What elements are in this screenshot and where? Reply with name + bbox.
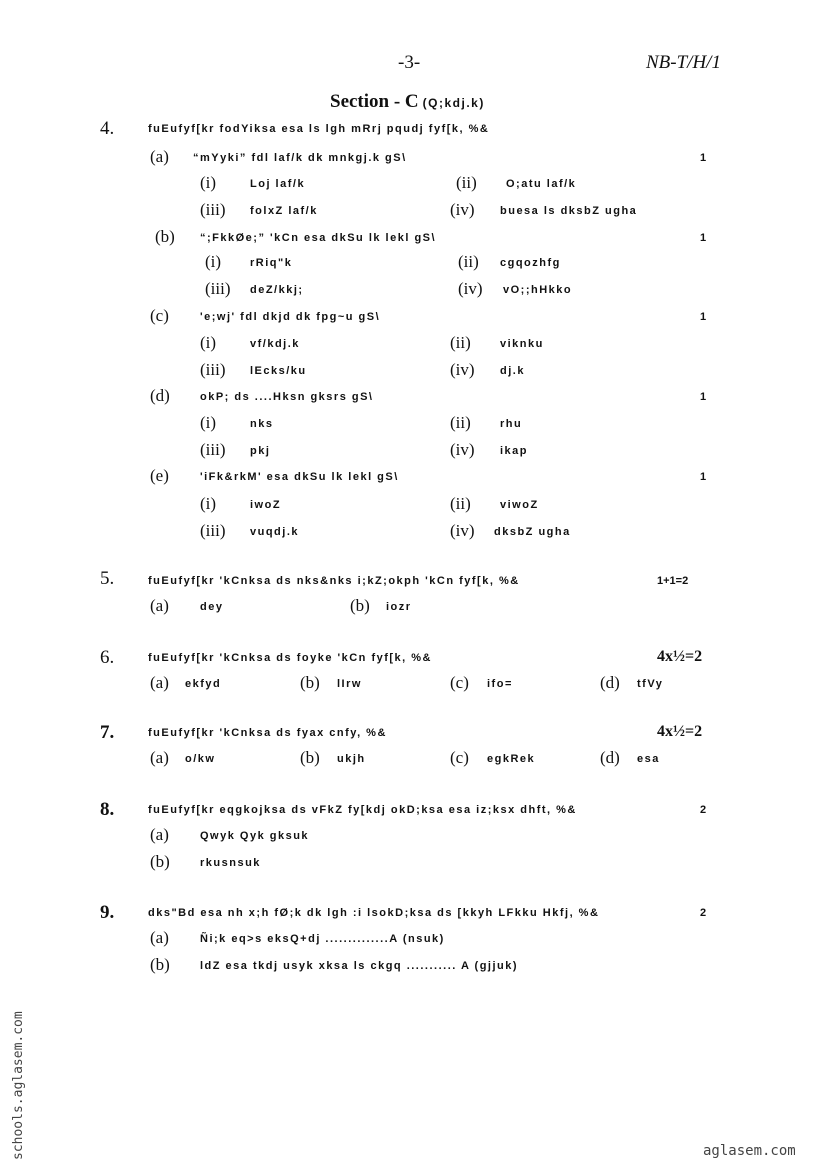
sub-label: (c) xyxy=(150,306,169,325)
option-text: rRiq"k xyxy=(250,257,293,269)
option-label: (b) xyxy=(150,852,170,871)
option-label: (ii) xyxy=(450,413,471,432)
option-text: ukjh xyxy=(337,753,366,765)
sub-label: (e) xyxy=(150,466,169,485)
option-text: ldZ esa tkdj usyk xksa ls ckgq ........... A (gjjuk) xyxy=(200,960,519,972)
option-label: (iv) xyxy=(458,279,483,298)
option-text: viwoZ xyxy=(500,499,539,511)
question-text: dks"Bd esa nh x;h fØ;k dk lgh :i lsokD;ksa ds [kkyh LFkku Hkfj, %& xyxy=(148,907,600,919)
option-text: rkusnsuk xyxy=(200,857,261,869)
sub-question-text: “mYyki” fdl laf/k dk mnkgj.k gS\ xyxy=(193,152,407,164)
option-label: (i) xyxy=(205,252,222,271)
option-label: (a) xyxy=(150,928,169,947)
question-text: fuEufyf[kr 'kCnksa ds nks&nks i;kZ;okph 'kCn fyf[k, %& xyxy=(148,575,520,587)
option-text: tfVy xyxy=(637,678,664,690)
option-label: (b) xyxy=(300,748,320,767)
option-label: (d) xyxy=(600,673,620,692)
option-label: (c) xyxy=(450,748,469,767)
option-label: (a) xyxy=(150,825,169,844)
option-label: (a) xyxy=(150,748,169,767)
marks: 1 xyxy=(700,391,707,403)
sub-label: (b) xyxy=(155,227,175,246)
option-text: iozr xyxy=(386,601,412,613)
option-label: (ii) xyxy=(450,333,471,352)
marks: 2 xyxy=(700,907,707,919)
option-text: folxZ laf/k xyxy=(250,205,318,217)
section-subtitle: (Q;kdj.k) xyxy=(422,96,485,110)
option-label: (i) xyxy=(200,413,217,432)
option-text: vuqdj.k xyxy=(250,526,300,538)
option-text: rhu xyxy=(500,418,523,430)
option-label: (b) xyxy=(350,596,370,615)
option-label: (iv) xyxy=(450,521,475,540)
sub-label: (d) xyxy=(150,386,170,405)
question-number: 9. xyxy=(100,902,115,923)
option-label: (a) xyxy=(150,673,169,692)
option-label: (i) xyxy=(200,494,217,513)
page-number: -3- xyxy=(398,52,421,73)
option-label: (iii) xyxy=(200,521,226,540)
question-number: 6. xyxy=(100,647,115,668)
sub-question-text: okP; ds ....Hksn gksrs gS\ xyxy=(200,391,374,403)
paper-code: NB-T/H/1 xyxy=(646,52,721,73)
section-title: Section - C xyxy=(330,91,419,112)
option-label: (iii) xyxy=(200,200,226,219)
question-number: 4. xyxy=(100,118,115,139)
option-text: viknku xyxy=(500,338,544,350)
option-text: dey xyxy=(200,601,224,613)
option-label: (ii) xyxy=(456,173,477,192)
option-label: (iii) xyxy=(200,440,226,459)
question-text: fuEufyf[kr 'kCnksa ds foyke 'kCn fyf[k, %& xyxy=(148,652,433,664)
option-label: (i) xyxy=(200,173,217,192)
marks: 1 xyxy=(700,311,707,323)
option-text: ifo= xyxy=(487,678,513,690)
option-text: O;atu laf/k xyxy=(506,178,577,190)
question-number: 7. xyxy=(100,722,115,743)
option-text: buesa ls dksbZ ugha xyxy=(500,205,638,217)
option-text: Loj laf/k xyxy=(250,178,306,190)
option-text: ikap xyxy=(500,445,529,457)
option-text: deZ/kkj; xyxy=(250,284,304,296)
option-text: iwoZ xyxy=(250,499,282,511)
option-label: (c) xyxy=(450,673,469,692)
option-label: (a) xyxy=(150,596,169,615)
option-label: (i) xyxy=(200,333,217,352)
option-text: Qwyk Qyk gksuk xyxy=(200,830,310,842)
marks: 4x½=2 xyxy=(657,723,703,740)
option-label: (b) xyxy=(150,955,170,974)
option-text: dksbZ ugha xyxy=(494,526,571,538)
question-number: 8. xyxy=(100,799,115,820)
sub-question-text: 'e;wj' fdl dkjd dk fpg~u gS\ xyxy=(200,311,381,323)
option-text: Ñi;k eq>s eksQ+dj ..............A (nsuk) xyxy=(200,933,445,945)
option-text: vO;;hHkko xyxy=(503,284,573,296)
option-text: nks xyxy=(250,418,274,430)
marks: 1+1=2 xyxy=(657,575,689,587)
option-label: (iv) xyxy=(450,360,475,379)
marks: 1 xyxy=(700,152,707,164)
option-text: lEcks/ku xyxy=(250,365,307,377)
option-text: pkj xyxy=(250,445,271,457)
option-label: (iv) xyxy=(450,440,475,459)
option-label: (b) xyxy=(300,673,320,692)
option-text: cgqozhfg xyxy=(500,257,561,269)
section-heading xyxy=(330,91,485,113)
option-text: lIrw xyxy=(337,678,362,690)
footer-watermark: aglasem.com xyxy=(703,1143,796,1159)
marks: 1 xyxy=(700,232,707,244)
option-text: ekfyd xyxy=(185,678,222,690)
option-text: egkRek xyxy=(487,753,536,765)
option-label: (d) xyxy=(600,748,620,767)
option-text: dj.k xyxy=(500,365,525,377)
side-watermark: schools.aglasem.com xyxy=(11,1011,26,1160)
option-label: (iv) xyxy=(450,200,475,219)
option-text: o/kw xyxy=(185,753,216,765)
option-label: (ii) xyxy=(458,252,479,271)
question-text: fuEufyf[kr eqgkojksa ds vFkZ fy[kdj okD;ksa esa iz;ksx dhft, %& xyxy=(148,804,577,816)
option-label: (iii) xyxy=(205,279,231,298)
question-text: fuEufyf[kr fodYiksa esa ls lgh mRrj pqudj fyf[k, %& xyxy=(148,123,490,135)
option-label: (iii) xyxy=(200,360,226,379)
option-text: esa xyxy=(637,753,660,765)
marks: 2 xyxy=(700,804,707,816)
question-text: fuEufyf[kr 'kCnksa ds fyax cnfy, %& xyxy=(148,727,387,739)
marks: 4x½=2 xyxy=(657,648,703,665)
sub-question-text: 'iFk&rkM' esa dkSu lk lekl gS\ xyxy=(200,471,399,483)
sub-label: (a) xyxy=(150,147,169,166)
marks: 1 xyxy=(700,471,707,483)
sub-question-text: “;FkkØe;” 'kCn esa dkSu lk lekl gS\ xyxy=(200,232,437,244)
option-label: (ii) xyxy=(450,494,471,513)
question-number: 5. xyxy=(100,568,115,589)
option-text: vf/kdj.k xyxy=(250,338,300,350)
